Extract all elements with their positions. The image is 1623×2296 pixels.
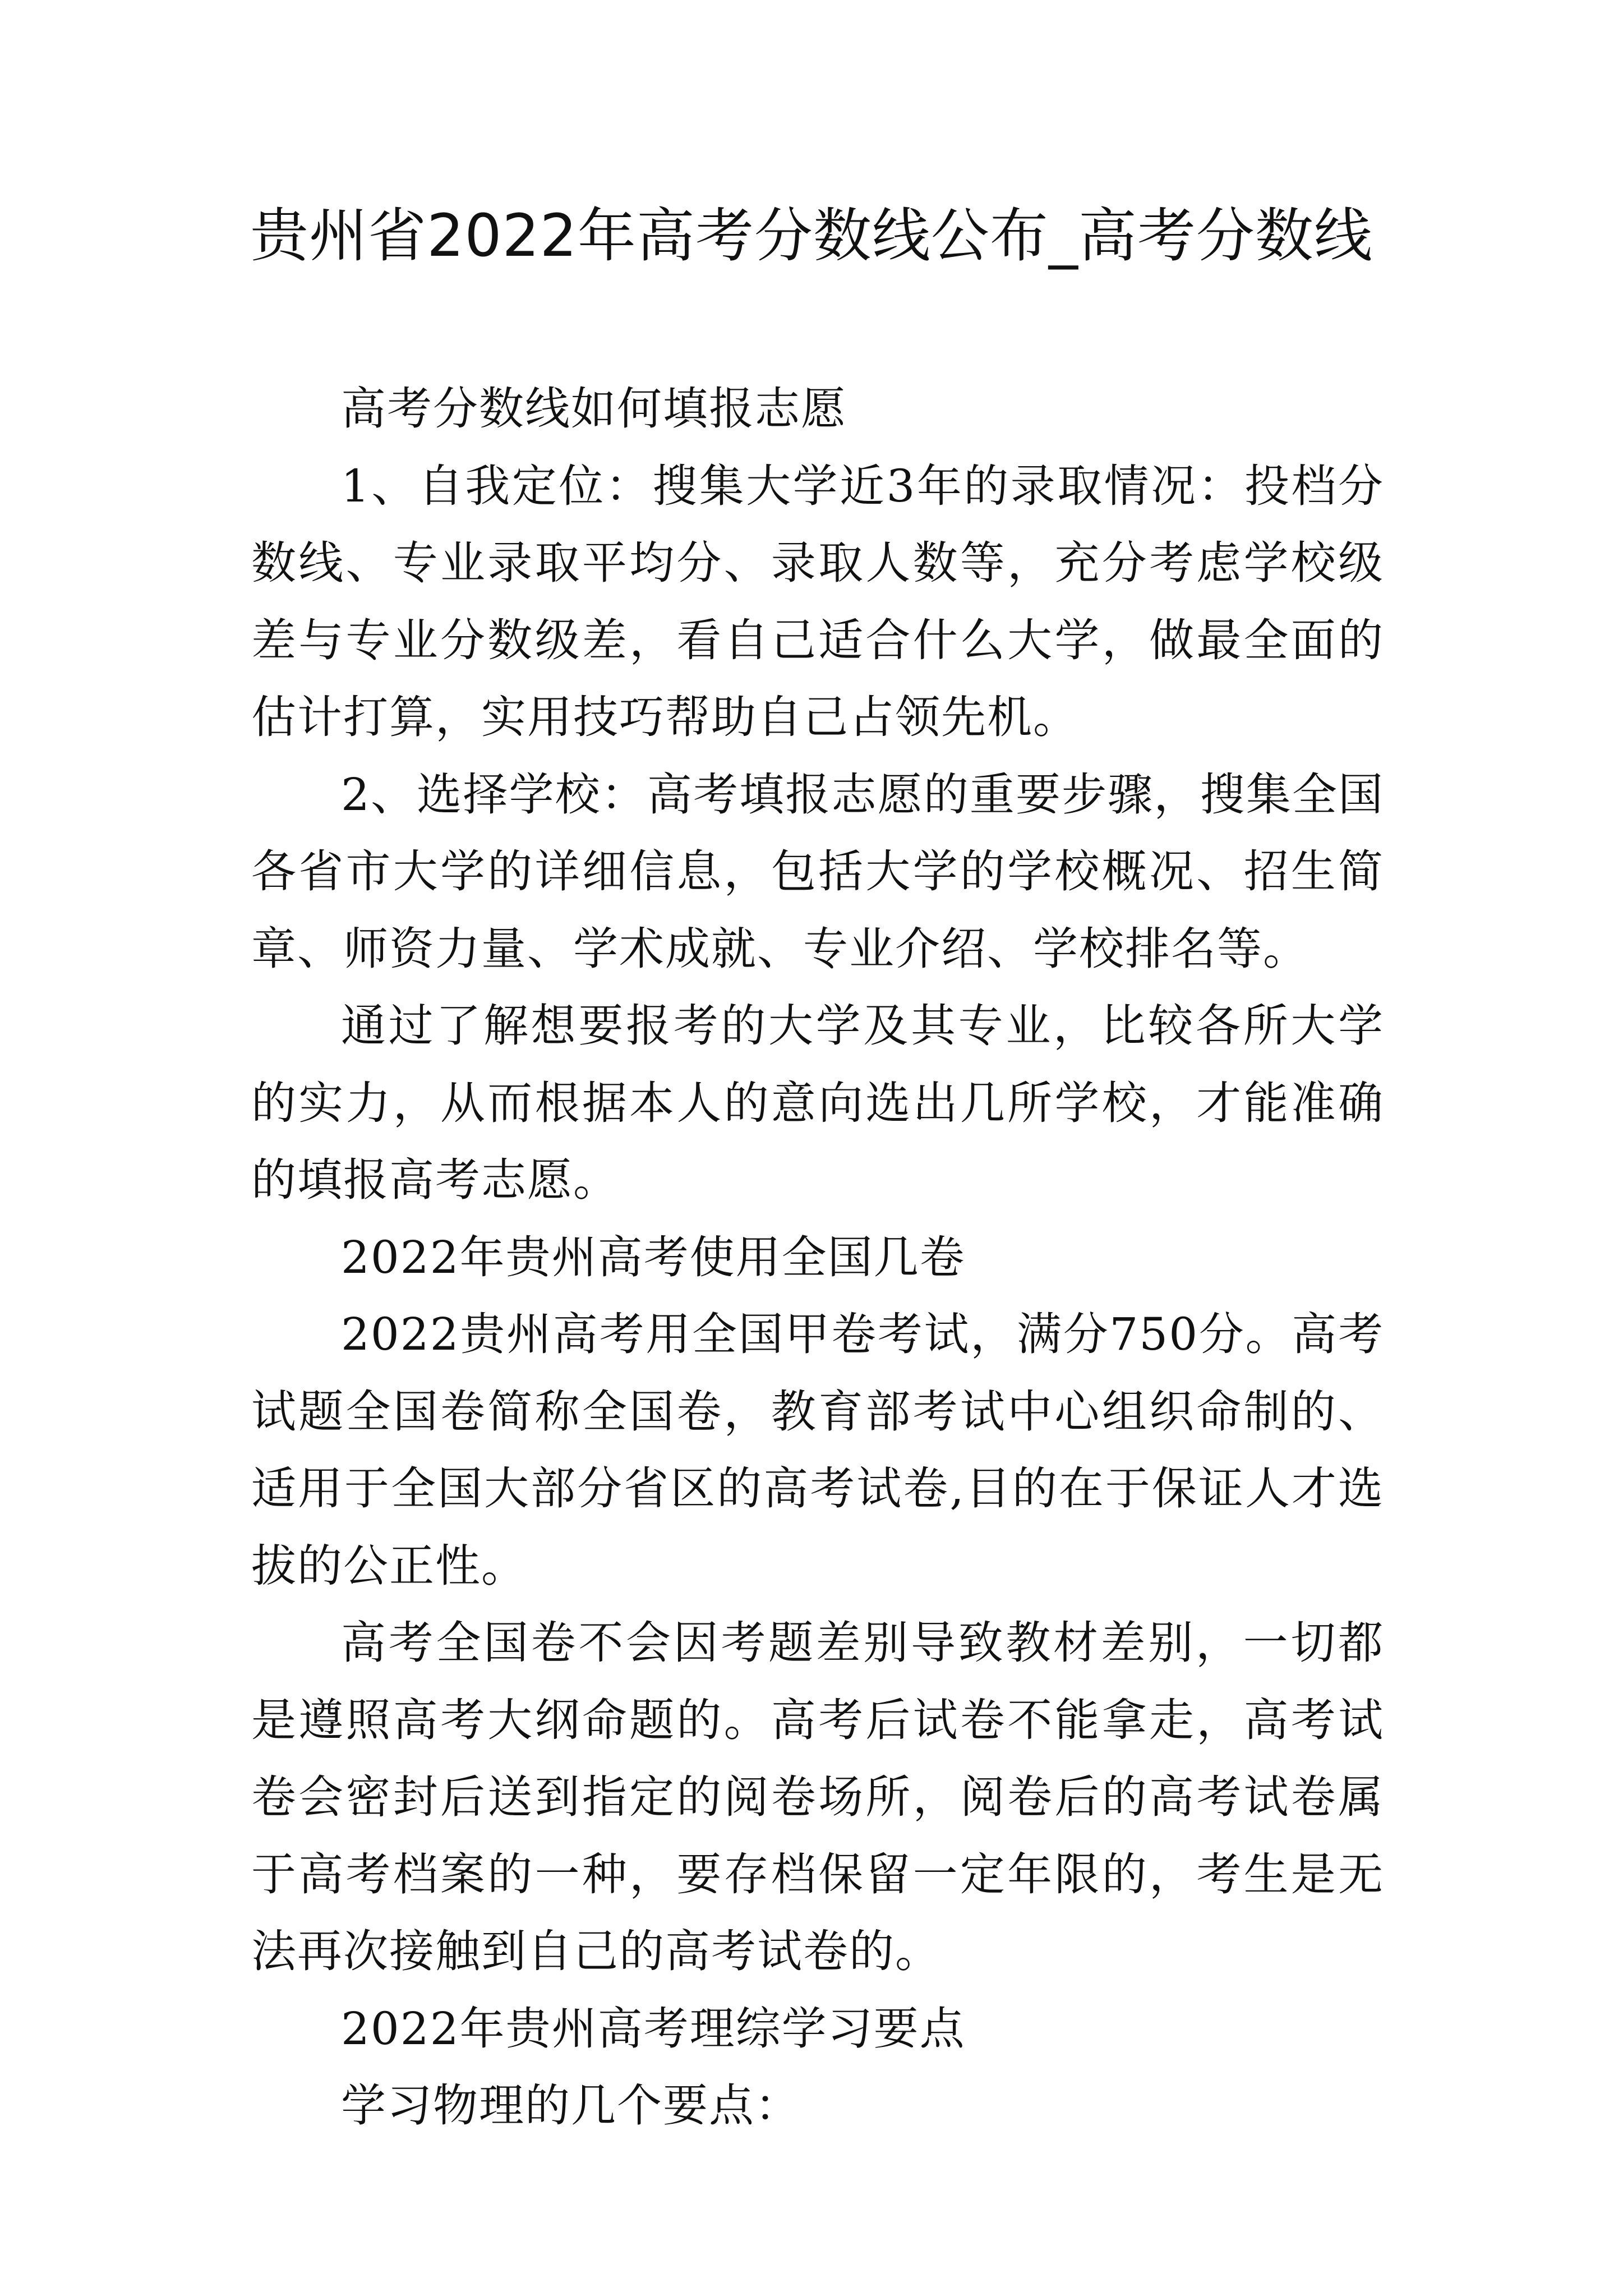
paragraph-self-positioning: 1、自我定位：搜集大学近3年的录取情况：投档分数线、专业录取平均分、录取人数等，充分考虑学校级差与专业分数级差，看自己适合什么大学，做最全面的估计打算，实用技巧帮助自己占领先机。 (251, 459, 1384, 743)
document-body (251, 370, 1384, 2145)
document-title: 贵州省2022年高考分数线公布_高考分数线 (250, 201, 1373, 270)
paragraph-heading-exam-paper: 2022年贵州高考使用全国几卷 (341, 1231, 966, 1283)
paragraph-heading-science-study: 2022年贵州高考理综学习要点 (341, 2002, 966, 2055)
paragraph-physics-points: 学习物理的几个要点： (341, 2079, 801, 2132)
paragraph-heading-how-to-apply: 高考分数线如何填报志愿 (341, 383, 847, 435)
paragraph-understand-universities: 通过了解想要报考的大学及其专业，比较各所大学的实力，从而根据本人的意向选出几所学校，才能准确的填报高考志愿。 (251, 1000, 1384, 1206)
paragraph-national-paper-rules: 高考全国卷不会因考题差别导致教材差别，一切都是遵照高考大纲命题的。高考后试卷不能拿走，高考试卷会密封后送到指定的阅卷场所，阅卷后的高考试卷属于高考档案的一种，要存档保留一定年限的，考生是无法再次接触到自己的高考试卷的。 (251, 1617, 1384, 1977)
paragraph-national-paper-a: 2022贵州高考用全国甲卷考试，满分750分。高考试题全国卷简称全国卷，教育部考试中心组织命制的、适用于全国大部分省区的高考试卷,目的在于保证人才选拔的公正性。 (251, 1308, 1384, 1592)
paragraph-choose-school: 2、选择学校：高考填报志愿的重要步骤，搜集全国各省市大学的详细信息，包括大学的学校概况、招生简章、师资力量、学术成就、专业介绍、学校排名等。 (251, 768, 1384, 975)
